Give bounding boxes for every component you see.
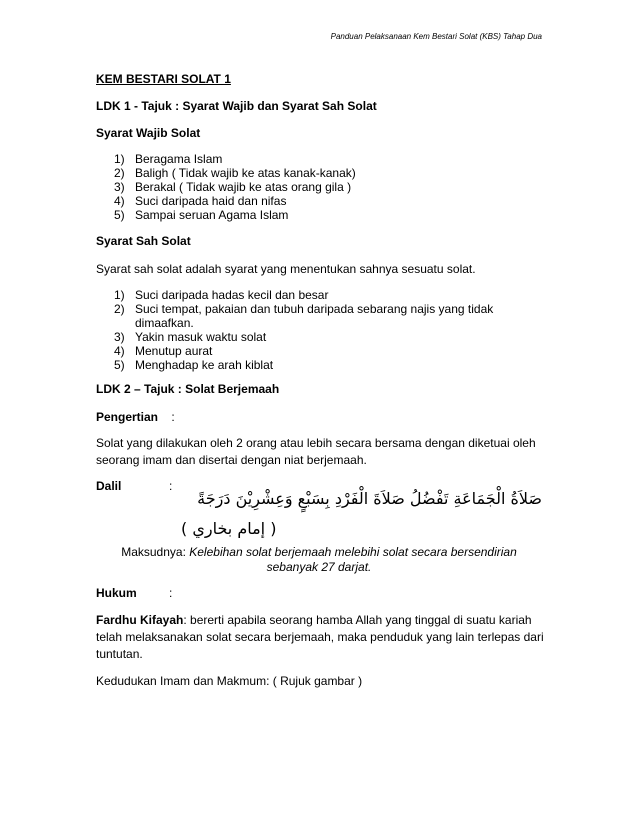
maksud-block: [96, 545, 542, 575]
list-item: 2) Suci tempat, pakaian dan tubuh daripada sebarang najis yang tidak dimaafkan.: [114, 302, 494, 330]
pengertian-label: Pengertian: [96, 410, 159, 424]
pengertian-line-2: seorang imam dan disertai dengan niat berjemaah.: [96, 453, 367, 467]
pengertian-colon: :: [171, 410, 175, 424]
syarat-sah-heading: Syarat Sah Solat: [96, 234, 191, 248]
document-title: KEM BESTARI SOLAT 1: [96, 72, 231, 86]
list-item: 5) Sampai seruan Agama Islam: [114, 208, 289, 222]
list-item: 2) Baligh ( Tidak wajib ke atas kanak-kanak): [114, 166, 356, 180]
pengertian-line-1: Solat yang dilakukan oleh 2 orang atau lebih secara bersama dengan diketuai oleh: [96, 436, 536, 450]
list-item: 3) Yakin masuk waktu solat: [114, 330, 267, 344]
syarat-sah-intro: Syarat sah solat adalah syarat yang menentukan sahnya sesuatu solat.: [96, 262, 476, 276]
ldk2-heading: LDK 2 – Tajuk : Solat Berjemaah: [96, 382, 280, 396]
fardhu-line-2: telah melaksanakan solat secara berjemaah, maka penduduk yang lain terlepas dari: [96, 630, 544, 644]
syarat-sah-list: [114, 288, 493, 372]
list-item: 4) Suci daripada haid dan nifas: [114, 194, 287, 208]
list-item: 1) Suci daripada hadas kecil dan besar: [114, 288, 329, 302]
hukum-colon: :: [169, 586, 173, 600]
page-header: Panduan Pelaksanaan Kem Bestari Solat (KBS) Tahap Dua: [330, 32, 542, 41]
list-item: 1) Beragama Islam: [114, 152, 223, 166]
fardhu-line-1: Fardhu Kifayah: bererti apabila seorang hamba Allah yang tinggal di suatu kariah: [96, 613, 532, 627]
pengertian-row: [96, 409, 175, 426]
dalil-label: Dalil: [96, 479, 122, 493]
syarat-wajib-heading: Syarat Wajib Solat: [96, 126, 201, 140]
fardhu-label: Fardhu Kifayah: [96, 613, 184, 627]
maksud-line-2: sebanyak 27 darjat.: [266, 560, 372, 574]
dalil-colon: :: [169, 479, 173, 493]
fardhu-line-3: tuntutan.: [96, 647, 143, 661]
maksud-line-1: Kelebihan solat berjemaah melebihi solat secara bersendirian: [189, 545, 517, 559]
dalil-source: ( إمام بخاري ): [181, 519, 277, 538]
dalil-arabic: صَلاَةُ الْجَمَاعَةِ تَفْضُلُ صَلاَةَ الْفَرْدِ بِسَبْعٍ وَعِشْرِيْنَ دَرَجَةً: [197, 489, 542, 508]
list-item: 3) Berakal ( Tidak wajib ke atas orang gila ): [114, 180, 352, 194]
list-item: 4) Menutup aurat: [114, 344, 213, 358]
maksud-label: Maksudnya:: [121, 545, 186, 559]
ldk1-heading: LDK 1 - Tajuk : Syarat Wajib dan Syarat Sah Solat: [96, 99, 377, 113]
kedudukan-text: Kedudukan Imam dan Makmum: ( Rujuk gambar ): [96, 674, 363, 688]
hukum-label: Hukum: [96, 586, 137, 600]
list-item: 5) Menghadap ke arah kiblat: [114, 358, 274, 372]
syarat-wajib-list: [114, 152, 356, 222]
